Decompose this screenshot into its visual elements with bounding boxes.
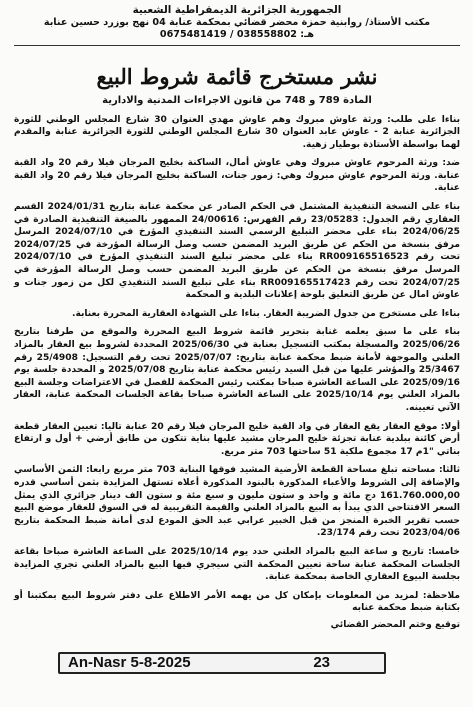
office-line: مكتب الأستاذ/ روابنية حمزة محضر قضائي بمحكمة عنابة 04 نهج بوزرد حسين عنابة (43, 16, 431, 28)
notice-subtitle: المادة 789 و 748 من قانون الاجراءات المدنية والادارية (102, 94, 372, 106)
legal-notice (14, 4, 460, 644)
phone-line: هـ: 038558802 / 0675481419 (159, 29, 315, 40)
paragraph-against: ضد: ورثة المرحوم عاوش مبروك وهي عاوش أمال، الساكنة بخليج المرجان فيلا رقم 20 واد القبة عنابة. ورثة المرحوم عاوش مبروك وهي: زمور جنات، الساكنة بخليج المرجان فيلا رقم 20 واد القبة عنابة. (14, 158, 461, 194)
page-number: 23 (313, 654, 330, 671)
paragraph-applicant: بناءا على طلب: ورثة عاوش مبروك وهم عاوش مهدي العنوان 30 شارع المجلس الوطني للثورة الجزائرية عنابة 2 - عاوش عابد العنوان 30 شارع المجلس الوطني للثورة الجزائرية عنابة والمقدم لهما بواسطة الأستاذة بوطيار زهية. (14, 114, 461, 150)
paragraph-note: ملاحظة: لمزيد من المعلومات بإمكان كل من يهمه الأمر الاطلاع على دفتر شروط البيع بمكتبنا أو بكتابة ضبط محكمة عنابه (14, 590, 460, 614)
paragraph-judgment: بناء على النسخة التنفيذية المشتمل في الحكم الصادر عن محكمة عنابة بتاريخ 2024/01/31 القسم العقاري رقم الجدول: 23/05283 رقم الفهرس: 24/00616 الممهور بالصيغة التنفيذية الصادرة في 2024/06/25 بناء على محضر التبليغ الرسمي السند التنفيذي المؤرخ في 2024/07/10 المرسل مرفق بنسخة من الحكم عن طريق البريد المضمن حسب وصل الرسالة المؤرخة في 2024/07/25 تحت رقم RR009165516523 بناء على محضر تبليغ السند التنفيذي المؤرخ في 2024/07/10 المرسل مرفق بنسخة من الحكم عن طريق البريد المضمن حسب وصل الرسالة المؤرخة في 2024/07/25 تحت رقم RR009165517423 بناء على تبليغ السند التنفيذي لكل من زمور جنات و عاوش امال عن طريق التعليق بلوحة إعلانات البلدية و المحكمة (14, 202, 460, 301)
publication-date: An-Nasr 5-8-2025 (68, 654, 191, 671)
paragraph-tax: بناءا على مستخرج من جدول الضريبة العقار. بناءا على الشهادة العقارية المحررة بعنابة. (71, 308, 460, 319)
paragraph-price: ثالثا: مساحته تبلغ مساحة القطعة الأرضية المشيد فوقها البناية 703 متر مربع رابعا: الثمن الأساسي والإضافة إلى الشروط والأعباء المذكورة بالبنود المذكورة أعلاه تستهل المزايدة بثمن أساسي قدره 161.760.000,00 دج مائة و واحد و ستون مليون و سبع مئة و ستون الف دينار جزائري الذي يمثل السعر الافتتاحي الذي يبدأ به البيع بالمزاد العلني والقيمة التقريبية له في السوق للعقار موضع البيع حسب تقرير الخبرة المنجز من قبل الخبير عرابي عبد الحق المودع لدى أمانة ضبط المحكمة بتاريخ 2023/04/06 تحت رقم 23/174. (14, 465, 460, 539)
bailiff-signature: توقيع وختم المحضر القضائي (330, 619, 460, 630)
notice-body (14, 114, 460, 615)
header-divider (14, 45, 460, 46)
republic-line: الجمهورية الجزائرية الديمقراطية الشعبية (132, 4, 342, 16)
notice-title: نشر مستخرج قائمة شروط البيع (96, 63, 378, 89)
paragraph-sale-conditions: بناء على ما سبق يعلمه غنابة بتحرير قائمة شروط البيع المحررة والموقع من طرفنا بتاريخ 2025/06/26 والمسجلة بمكتب التسجيل بعنابة في 2025/06/30 المحددة لشروط بيع العقار بالمزاد العلني والموجهة لأمانة ضبط محكمة عنابة بتاريخ: 2025/07/07 تحت رقم التسجيل: 25/4908 رقم 25/3467 والمؤشر عليها من قبل السيد رئيس محكمة عنابة بتاريخ 2025/07/08 و المحددة جلسة يوم 2025/09/16 على الساعة العاشرة صباحا بمكتب رئيس المحكمة للفصل في الاعتراضات وجلسة البيع بالمزاد العلني يوم 2025/10/14 على الساعة العاشرة صباحا بقاعة الجلسات المحكمة عنابة، العقار الآتي تعيينه. (14, 327, 461, 413)
paragraph-auction-date: خامسا: تاريخ و ساعة البيع بالمزاد العلني حدد يوم 2025/10/14 على الساعة العاشرة صباحا بقاعة الجلسات المحكمة عنابة ساحة تعيين المحكمة التي سيجري فيها البيع بالمزاد العلني تجري المزايدة بجلسة البيوع العقاري الخاصة بمحكمة عنابة. (14, 546, 460, 583)
paragraph-location: أولا: موقع العقار يقع العقار في واد القبة خليج المرجان فيلا رقم 20 عنابة تاليا: تعيين العقار قطعة أرض كائنة ببلدية عنابة تجزئة خليج المرجان مشيد عليها بناية تتكون من طابق أرضي + أول و ارتفاع بناتي "1م 17 مجموع ملكية 51 ساحتها 703 متر مربع. (14, 421, 460, 457)
notice-header (14, 4, 460, 42)
page-footer (58, 652, 386, 674)
